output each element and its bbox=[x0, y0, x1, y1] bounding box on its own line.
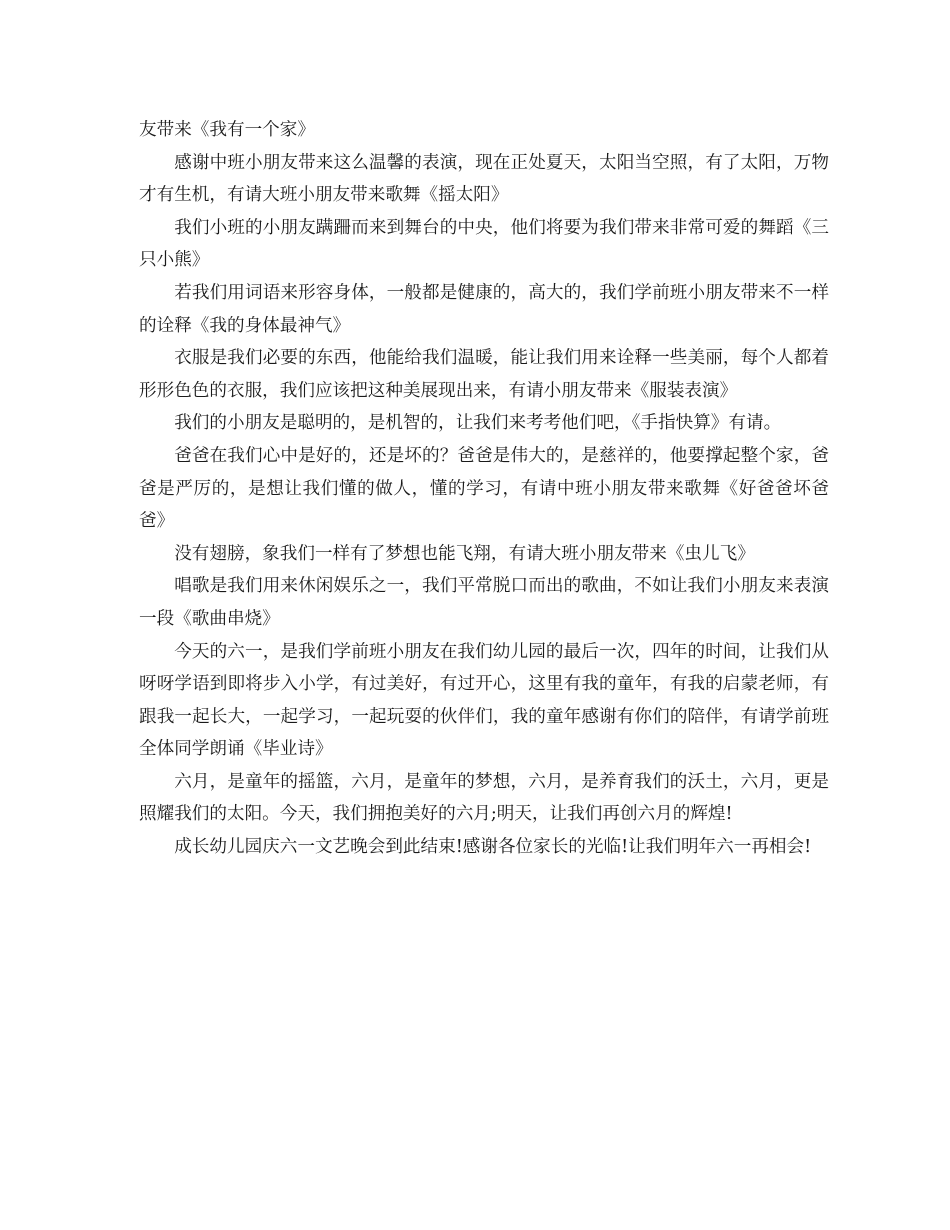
paragraph: 我们的小朋友是聪明的，是机智的，让我们来考考他们吧，《手指快算》有请。 bbox=[174, 413, 782, 434]
paragraph-closing: 成长幼儿园庆六一文艺晚会到此结束!感谢各位家长的光临!让我们明年六一再相会! bbox=[174, 837, 812, 858]
paragraph: 今天的六一，是我们学前班小朋友在我们幼儿园的最后一次，四年的时间，让我们从呀呀学语到即将步入小学，有过美好，有过开心，这里有我的童年，有我的启蒙老师，有跟我一起长大，一起学习，一起玩耍的伙伴们，我的童年感谢有你们的陪伴，有请学前班全体同学朗诵《毕业诗》 bbox=[139, 641, 829, 760]
paragraph: 唱歌是我们用来休闲娱乐之一，我们平常脱口而出的歌曲，不如让我们小朋友来表演一段《歌曲串烧》 bbox=[139, 576, 829, 629]
paragraph: 感谢中班小朋友带来这么温馨的表演，现在正处夏天，太阳当空照，有了太阳，万物才有生机，有请大班小朋友带来歌舞《摇太阳》 bbox=[139, 152, 829, 206]
paragraph: 衣服是我们必要的东西，他能给我们温暖，能让我们用来诠释一些美丽，每个人都着形形色色的衣服，我们应该把这种美展现出来，有请小朋友带来《服装表演》 bbox=[139, 348, 829, 401]
paragraph: 我们小班的小朋友蹒跚而来到舞台的中央，他们将要为我们带来非常可爱的舞蹈《三只小熊》 bbox=[139, 217, 829, 271]
paragraph: 六月，是童年的摇篮，六月，是童年的梦想，六月，是养育我们的沃土，六月，更是照耀我们的太阳。今天，我们拥抱美好的六月;明天，让我们再创六月的辉煌! bbox=[139, 771, 829, 825]
document-body bbox=[139, 114, 829, 864]
paragraph-continuation: 友带来《我有一个家》 bbox=[139, 120, 315, 140]
paragraph: 爸爸在我们心中是好的，还是坏的？爸爸是伟大的，是慈祥的，他要撑起整个家，爸爸是严厉的，是想让我们懂的做人，懂的学习，有请中班小朋友带来歌舞《好爸爸坏爸爸》 bbox=[139, 445, 829, 532]
paragraph: 没有翅膀，象我们一样有了梦想也能飞翔，有请大班小朋友带来《虫儿飞》 bbox=[174, 543, 755, 564]
paragraph: 若我们用词语来形容身体，一般都是健康的，高大的，我们学前班小朋友带来不一样的诠释《我的身体最神气》 bbox=[139, 282, 829, 336]
